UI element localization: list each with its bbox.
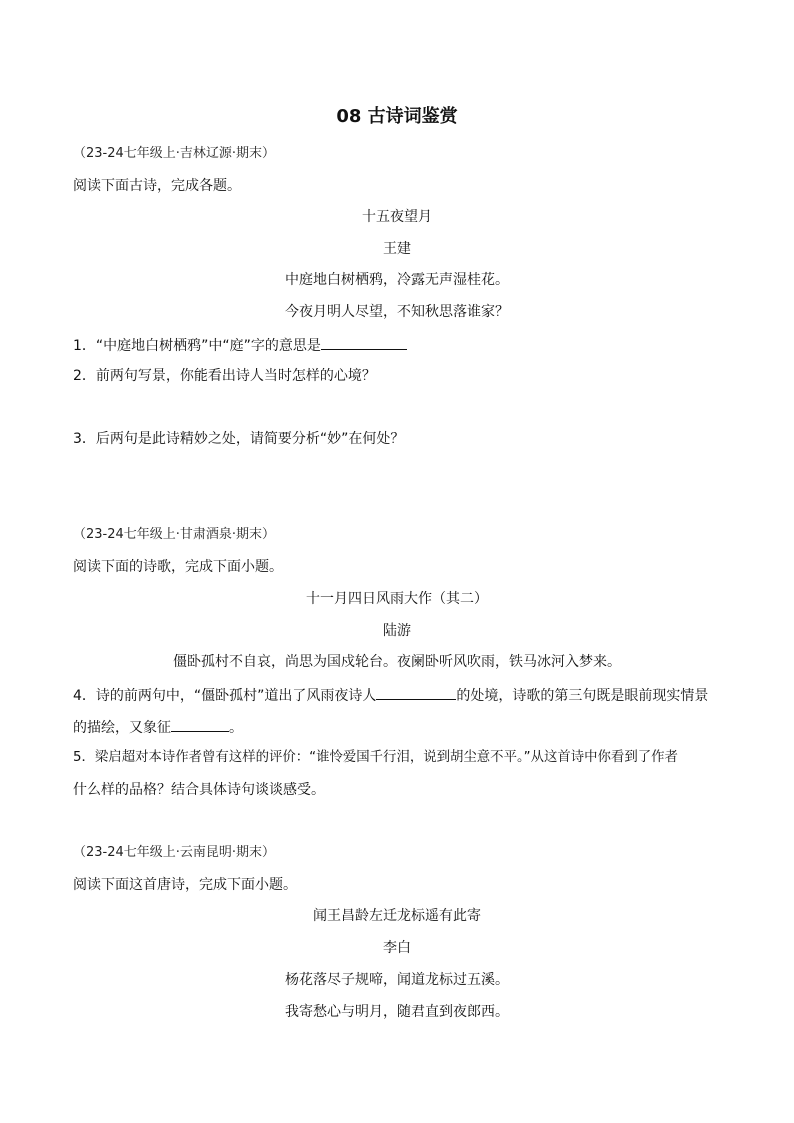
question-5-line-1: 5．梁启超对本诗作者曾有这样的评价：“谁怜爱国千行泪，说到胡尘意不平。”从这首诗中你看到了作者 [73,750,678,765]
question-4-text-a: 4．诗的前两句中，“僵卧孤村”道出了风雨夜诗人 [73,688,377,704]
question-4-answer-blank-1[interactable] [376,684,456,700]
section-2-poem-line-1: 僵卧孤村不自哀，尚思为国戍轮台。夜阑卧听风吹雨，铁马冰河入梦来。 [173,654,621,670]
question-5-line-2: 什么样的品格？结合具体诗句谈谈感受。 [73,782,325,798]
question-1 [73,334,407,356]
question-1-answer-blank[interactable] [321,334,407,350]
section-3-poem-line-1: 杨花落尽子规啼，闻道龙标过五溪。 [285,972,509,988]
section-3-instruction: 阅读下面这首唐诗，完成下面小题。 [73,877,297,893]
section-1-poem-line-2: 今夜月明人尽望，不知秋思落谁家？ [285,304,509,320]
question-4-line-2 [73,716,243,738]
section-1-poem-author: 王建 [383,241,411,257]
section-3-source: （23-24七年级上·云南昆明·期末） [73,845,276,860]
section-1-poem-line-1: 中庭地白树栖鸦，冷露无声湿桂花。 [285,272,509,288]
question-4-text-b: 的处境，诗歌的第三句既是眼前现实情景 [456,688,709,704]
section-1-instruction: 阅读下面古诗，完成各题。 [73,178,241,194]
question-2: 2．前两句写景，你能看出诗人当时怎样的心境？ [73,368,376,384]
question-1-text: 1．“中庭地白树栖鸦”中“庭”字的意思是 [73,338,321,354]
section-2-poem-title: 十一月四日风雨大作（其二） [306,591,488,607]
section-1-poem-title: 十五夜望月 [362,209,432,225]
question-4-text-d: 。 [229,720,243,736]
section-2-poem-author: 陆游 [383,623,411,639]
section-1-source: （23-24七年级上·吉林辽源·期末） [73,146,276,161]
section-3-poem-author: 李白 [383,940,411,956]
section-2-instruction: 阅读下面的诗歌，完成下面小题。 [73,559,283,575]
section-3-poem-line-2: 我寄愁心与明月，随君直到夜郎西。 [285,1004,509,1020]
question-4-text-c: 的描绘，又象征 [73,720,171,736]
question-4-answer-blank-2[interactable] [171,716,229,732]
section-2-source: （23-24七年级上·甘肃酒泉·期末） [73,527,276,542]
page-title: 08 古诗词鉴赏 [336,106,458,127]
question-4-line-1 [73,684,708,706]
section-3-poem-title: 闻王昌龄左迁龙标遥有此寄 [313,908,481,924]
question-3: 3．后两句是此诗精妙之处，请简要分析“妙”在何处？ [73,431,405,447]
